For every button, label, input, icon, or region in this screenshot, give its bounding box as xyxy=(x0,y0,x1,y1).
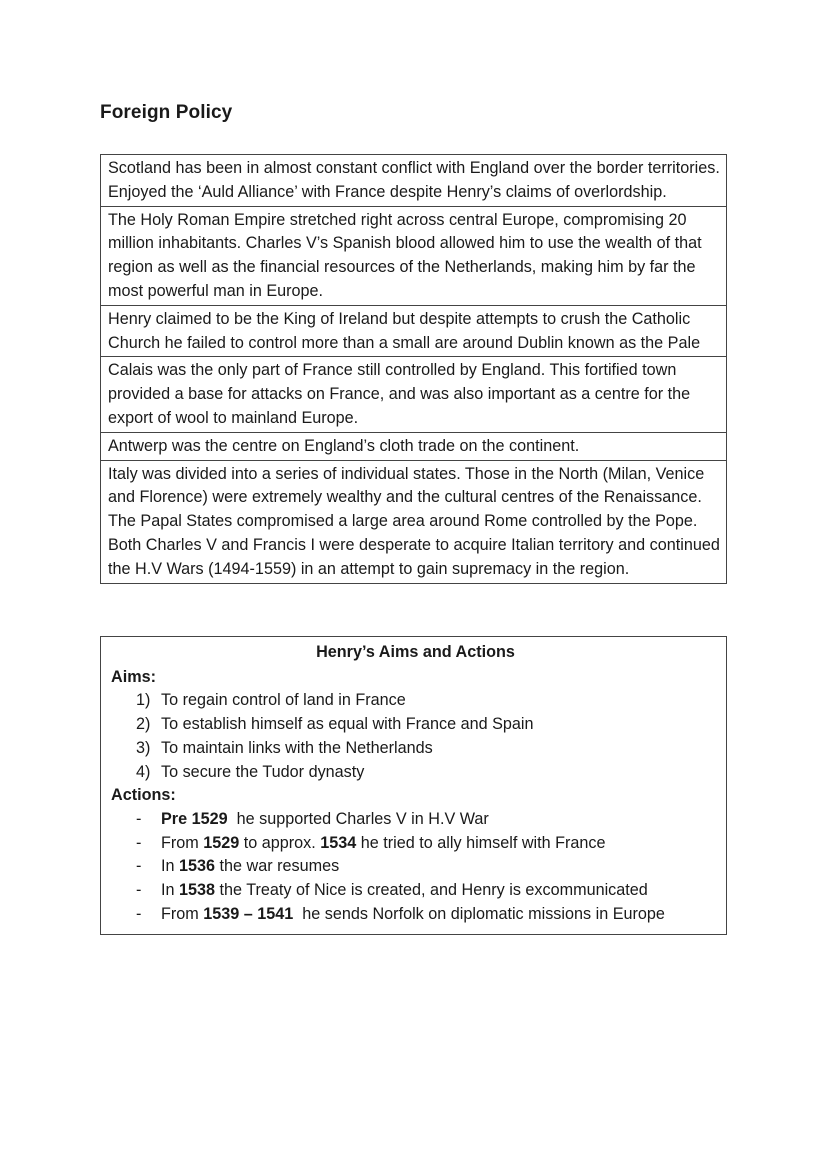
aim-number: 1) xyxy=(136,691,151,710)
list-item xyxy=(111,737,720,761)
list-item xyxy=(111,832,720,856)
page-title: Foreign Policy xyxy=(100,102,233,123)
bullet-dash: - xyxy=(136,833,142,852)
region-holy-roman-empire: The Holy Roman Empire stretched right across central Europe, compromising 20 million inhabitants. Charles V’s Spanish blood allowed him to use the wealth of that region as well as the financial resources of the Netherlands, making him by far the most powerful man in Europe. xyxy=(101,206,726,305)
action-text: In 1536 the war resumes xyxy=(161,857,340,876)
bullet-dash: - xyxy=(136,881,142,900)
aim-text: To maintain links with the Netherlands xyxy=(161,738,433,757)
aim-number: 4) xyxy=(136,762,151,781)
list-item xyxy=(111,903,720,927)
list-item xyxy=(111,808,720,832)
aim-text: To establish himself as equal with France and Spain xyxy=(161,715,534,734)
region-antwerp: Antwerp was the centre on England’s cloth trade on the continent. xyxy=(101,432,726,460)
aim-text: To secure the Tudor dynasty xyxy=(161,762,365,781)
aims-list xyxy=(111,689,720,784)
aims-and-actions-box xyxy=(100,636,727,935)
aim-number: 3) xyxy=(136,738,151,757)
regions-table xyxy=(100,154,727,584)
region-italy: Italy was divided into a series of individual states. Those in the North (Milan, Venice and Florence) were extremely wealthy and the cultural centres of the Renaissance. The Papal States compromised a large area around Rome controlled by the Pope. Both Charles V and Francis I were desperate to acquire Italian territory and continued the H.V Wars (1494-1559) in an attempt to gain supremacy in the region. xyxy=(101,460,726,583)
list-item xyxy=(111,761,720,785)
bullet-dash: - xyxy=(136,809,142,828)
action-text: In 1538 the Treaty of Nice is created, and Henry is excommunicated xyxy=(161,881,648,900)
aims-label: Aims: xyxy=(111,667,156,686)
region-calais: Calais was the only part of France still controlled by England. This fortified town provided a base for attacks on France, and was also important as a centre for the export of wool to mainland Europe. xyxy=(101,356,726,431)
region-scotland: Scotland has been in almost constant conflict with England over the border territories. Enjoyed the ‘Auld Alliance’ with France despite Henry’s claims of overlordship. xyxy=(108,159,720,201)
list-item xyxy=(111,879,720,903)
action-text: Pre 1529 he supported Charles V in H.V War xyxy=(161,809,489,828)
list-item xyxy=(111,713,720,737)
region-ireland: Henry claimed to be the King of Ireland but despite attempts to crush the Catholic Church he failed to control more than a small are around Dublin known as the Pale xyxy=(101,305,726,357)
actions-label: Actions: xyxy=(111,786,176,805)
aim-text: To regain control of land in France xyxy=(161,691,406,710)
aim-number: 2) xyxy=(136,715,151,734)
action-text: From 1539 – 1541 he sends Norfolk on diplomatic missions in Europe xyxy=(161,904,665,923)
bullet-dash: - xyxy=(136,857,142,876)
list-item xyxy=(111,689,720,713)
action-text: From 1529 to approx. 1534 he tried to ally himself with France xyxy=(161,833,606,852)
actions-list xyxy=(111,808,720,927)
bullet-dash: - xyxy=(136,904,142,923)
aims-actions-heading: Henry’s Aims and Actions xyxy=(316,643,515,661)
list-item xyxy=(111,855,720,879)
